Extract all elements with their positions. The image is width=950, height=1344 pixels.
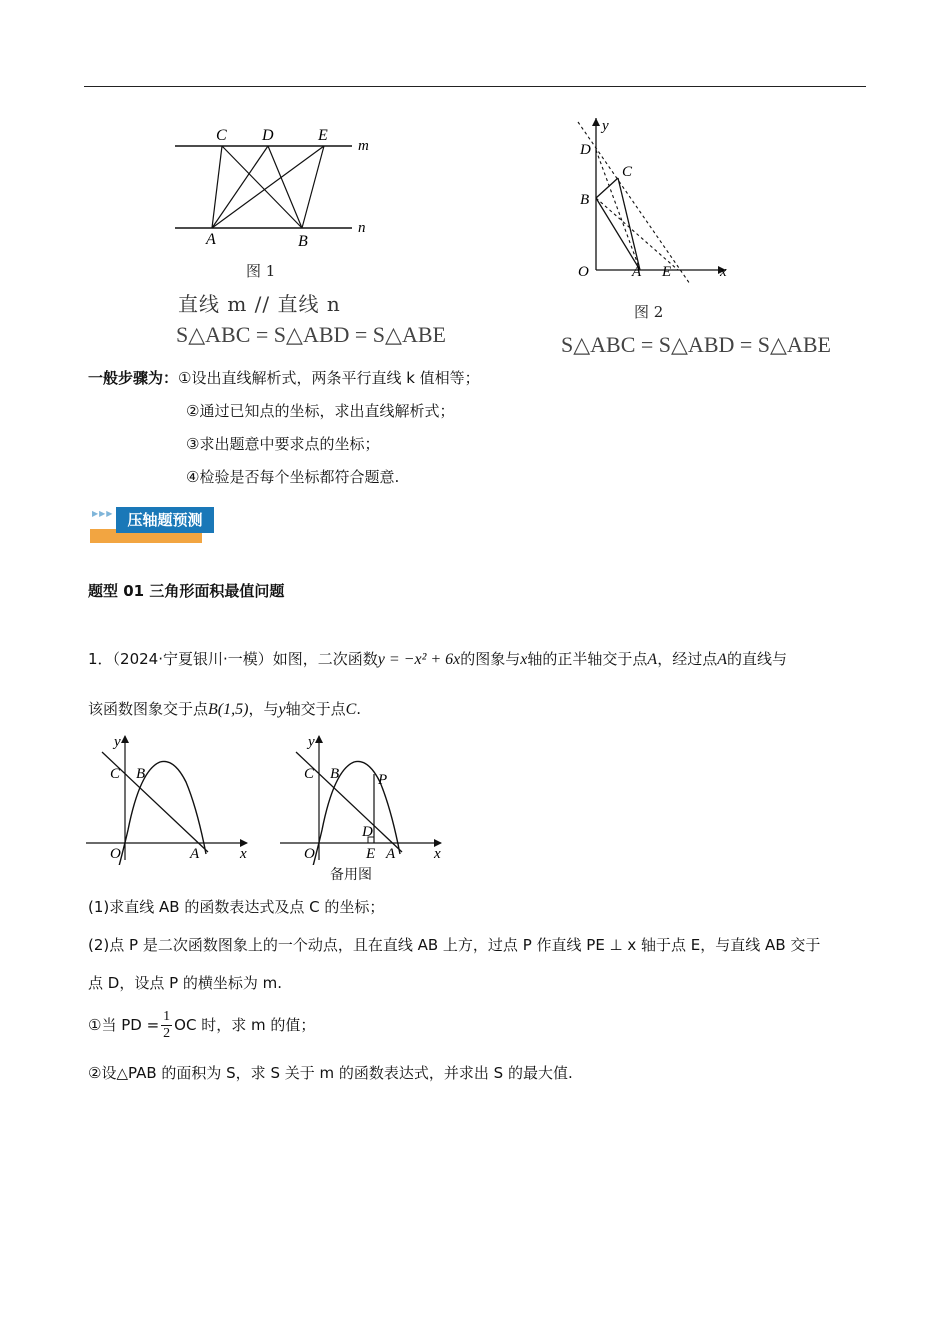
svg-text:y: y [308,734,315,750]
svg-text:B: B [136,766,146,782]
question-2a: ①当 PD = $\frac{1}{2}$ OC 时，求 m 的值； [88,1009,316,1041]
fig2-A-label: A [632,264,642,280]
point-E-label: E [318,127,328,144]
quadratic-formula: y = −x² + 6x [377,651,461,668]
point-B-label: B [298,233,308,250]
parallel-lines-statement: 直线 m // 直线 n [178,292,341,316]
svg-text:y: y [114,734,121,750]
parabola-graph-main [82,730,257,865]
point-C-label: C [216,127,227,144]
step-item-1: ①设出直线解析式，两条平行直线 k 值相等； [178,369,480,387]
header-rule [84,86,866,87]
fig2-O-label: O [578,264,589,280]
figure-1-area-formula: S△ABC = S△ABD = S△ABE [176,322,446,347]
step-item-3: ③求出题意中要求点的坐标； [186,435,380,453]
fig2-B-label: B [580,192,590,208]
svg-text:C: C [110,766,121,782]
svg-text:x: x [434,846,441,862]
svg-text:P: P [378,772,388,788]
question-1: (1)求直线 AB 的函数表达式及点 C 的坐标； [88,898,385,916]
svg-text:E: E [366,846,376,862]
banner-title: 压轴题预测 [116,507,214,533]
svg-text:D: D [362,824,373,840]
point-A-label: A [206,231,216,248]
svg-text:A: A [386,846,396,862]
figure-1-diagram [170,120,380,250]
line-m-label: m [358,138,369,154]
figure-2-caption: 图 2 [634,303,664,321]
line-n-label: n [358,220,366,236]
problem-line-2: 该函数图象交于点B(1,5)，与y轴交于点C. [88,700,362,718]
svg-text:O: O [304,846,315,862]
half-fraction: $\frac{1}{2}$ [163,1009,171,1041]
problem-line-1: 1．（2024·宁夏银川·一模）如图，二次函数y = −x² + 6x的图象与x轴的正半轴交于点A，经过点A的直线与 [88,650,787,668]
svg-text:C: C [304,766,315,782]
steps-heading: 一般步骤为： [88,369,179,387]
parabola-graph-spare [276,730,451,865]
fig2-x-label: x [720,264,727,280]
fig2-y-label: y [602,118,609,134]
fig2-E-label: E [662,264,672,280]
figure-2-diagram [560,112,740,287]
svg-text:A: A [190,846,200,862]
svg-text:O: O [110,846,121,862]
section-title: 题型 01 三角形面积最值问题 [88,582,285,600]
point-B-coord: B(1,5) [208,701,249,718]
section-banner [90,505,228,541]
figure-2-area-formula: S△ABC = S△ABD = S△ABE [561,332,831,357]
step-item-2: ②通过已知点的坐标，求出直线解析式； [186,402,455,420]
banner-arrows-icon: ▶▶▶ [92,509,114,518]
fig2-C-label: C [622,164,633,180]
question-2b: ②设△PAB 的面积为 S，求 S 关于 m 的函数表达式，并求出 S 的最大值. [88,1064,573,1082]
svg-text:B: B [330,766,340,782]
svg-text:x: x [240,846,247,862]
step-item-4: ④检验是否每个坐标都符合题意. [186,468,400,486]
question-2-line-1: (2)点 P 是二次函数图象上的一个动点，且在直线 AB 上方，过点 P 作直线 PE ⊥ x 轴于点 E，与直线 AB 交于 [88,936,821,954]
spare-graph-caption: 备用图 [330,867,372,883]
figure-1-caption: 图 1 [246,262,276,280]
point-D-label: D [262,127,274,144]
question-2-line-2: 点 D，设点 P 的横坐标为 m. [88,974,283,992]
fig2-D-label: D [580,142,591,158]
